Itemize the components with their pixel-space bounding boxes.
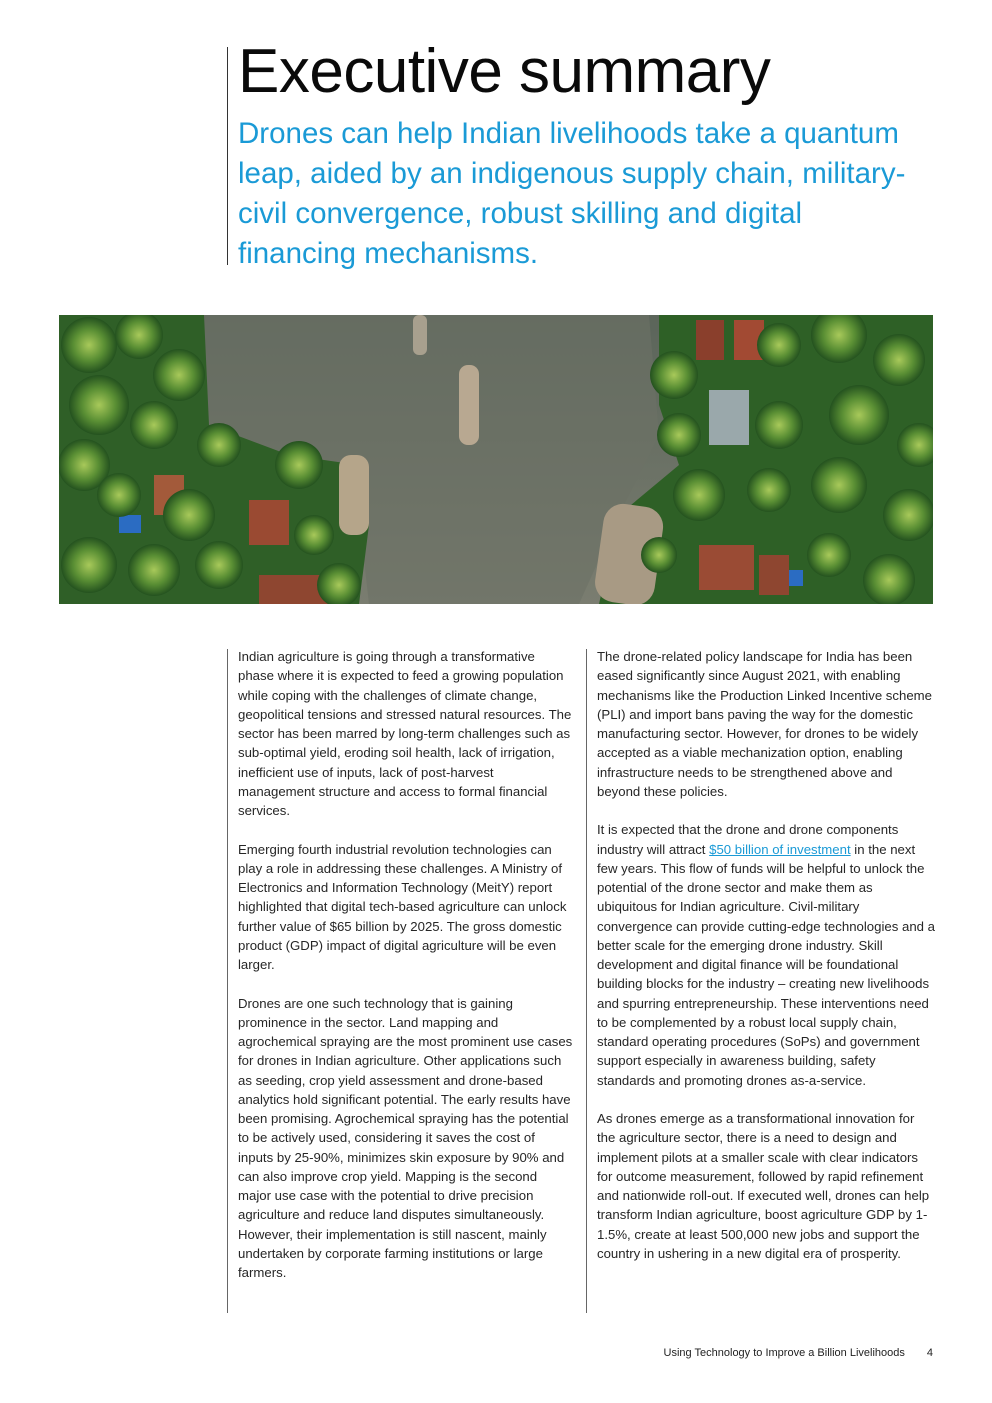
paragraph: The drone-related policy landscape for India has been eased significantly since August 2021, with enabling mechanisms like the Production Linked Incentive scheme (PLI) and import bans paving the way for the domestic manufacturing sector. However, for drones to be widely accepted as a viable mechanization option, enabling infrastructure needs to be strengthened above and beyond these policies.	[597, 649, 932, 799]
paragraph: Indian agriculture is going through a transformative phase where it is expected to feed a growing population while coping with the challenges of climate change, geopolitical tensions and stressed natural resources. The sector has been marred by long-term challenges such as sub-optimal yield, eroding soil health, lack of irrigation, inefficient use of inputs, lack of post-harvest management structure and access to formal financial services.	[238, 649, 572, 818]
paragraph: Drones are one such technology that is gaining prominence in the sector. Land mapping and agrochemical spraying are the most prominent use cases for drones in Indian agriculture. Other applications such as seeding, crop yield assessment and drone-based analytics hold significant potential. The early results have been promising. Agrochemical spraying has the potential to be actively used, considering it saves the cost of inputs by 25-90%, minimizes skin exposure by 90% and can also improve crop yield. Mapping is the second major use case with the potential to drive precision agriculture and reduce land disputes simultaneously. However, their implementation is still nascent, mainly undertaken by corporate farming institutions or large farmers.	[238, 995, 573, 1280]
right-column-divider	[586, 649, 587, 1313]
page-title: Executive summary	[238, 37, 771, 106]
investment-link[interactable]: $50 billion of investment	[709, 841, 851, 857]
footer-report-title: Using Technology to Improve a Billion Livelihoods	[663, 1347, 905, 1359]
paragraph: As drones emerge as a transformational innovation for the agriculture sector, there is a need to design and implement pilots at a smaller scale with clear indicators for outcome measurement, followed by rapid refinement and nationwide roll-out. If executed well, drones can help transform Indian agriculture, boost agriculture GDP by 1-1.5%, create at least 500,000 new jobs and support the country in ushering in a new digital era of prosperity.	[597, 1111, 930, 1261]
paragraph-text: It is expected that the drone and drone components industry will attract	[597, 822, 899, 857]
hero-image-backwaters	[59, 315, 933, 604]
paragraph-text: in the next few years. This flow of funds will be helpful to unlock the potential of the drone sector and make them as ubiquitous for Indian agriculture. Civil-military convergence can provide cutting-edge technologies and a better scale for the emerging drone industry. Skill development and digital finance will be foundational building blocks for the industry – creating new livelihoods and spurring entrepreneurship. These interventions need to be complemented by a robust local supply chain, standard operating procedures (SoPs) and government support especially in awareness building, safety standards and promoting drones as-a-service.	[597, 841, 935, 1088]
right-column	[597, 647, 935, 1282]
page-subtitle: Drones can help Indian livelihoods take a quantum leap, aided by an indigenous supply chain, military-civil convergence, robust skilling and digital financing mechanisms.	[238, 117, 906, 270]
header-divider	[227, 47, 228, 265]
paragraph: Emerging fourth industrial revolution technologies can play a role in addressing these challenges. A Ministry of Electronics and Information Technology (MeitY) report highlighted that digital tech-based agriculture can unlock further value of $65 billion by 2025. The gross domestic product (GDP) impact of digital agriculture will be even larger.	[238, 841, 567, 972]
left-column-divider	[227, 649, 228, 1313]
page-footer	[560, 1347, 933, 1359]
paragraph	[597, 820, 935, 1090]
page-number: 4	[926, 1347, 933, 1359]
left-column	[238, 647, 573, 1302]
